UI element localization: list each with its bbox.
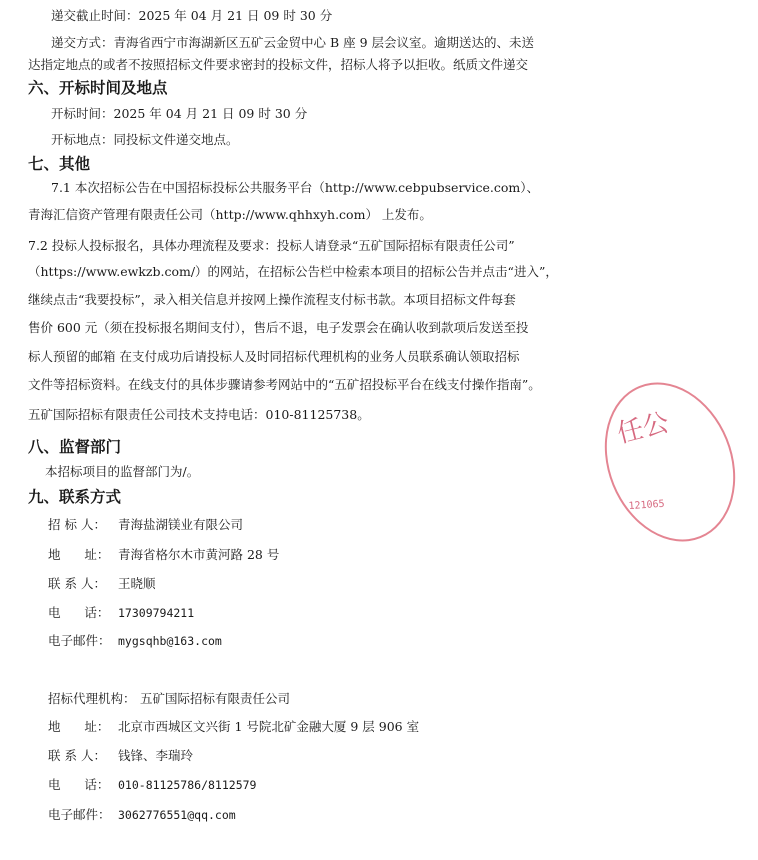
- clause-7-2-line-3: 继续点击“我要投标”，录入相关信息并按网上操作流程支付标书款。本项目招标文件每套: [28, 292, 516, 307]
- phone-label: 电 话：: [48, 605, 110, 620]
- address-value: 青海省格尔木市黄河路 28 号: [118, 547, 280, 562]
- section-7-heading: 七、其他: [28, 155, 91, 173]
- opening-time: 开标时间：2025 年 04 月 21 日 09 时 30 分: [51, 106, 308, 121]
- submission-method-line-1: 递交方式：青海省西宁市海湖新区五矿云金贸中心 B 座 9 层会议室。逾期送达的、未送: [51, 35, 535, 50]
- opening-place: 开标地点：同投标文件递交地点。: [51, 132, 239, 147]
- section-6-heading: 六、开标时间及地点: [28, 79, 168, 97]
- contact-label: 联 系 人：: [48, 576, 106, 591]
- agency-phone-label: 电 话：: [48, 777, 110, 792]
- tenderer-value: 青海盐湖镁业有限公司: [118, 517, 244, 532]
- agency-phone-value: 010-81125786/8112579: [118, 778, 257, 792]
- stamp-text: 任公: [614, 407, 673, 450]
- red-seal-stamp: [582, 363, 758, 562]
- submission-method-line-2: 达指定地点的或者不按照招标文件要求密封的投标文件，招标人将予以拒收。纸质文件递交: [28, 57, 529, 72]
- phone-value: 17309794211: [118, 606, 195, 620]
- clause-7-2-line-1: 7.2 投标人投标报名，具体办理流程及要求：投标人请登录“五矿国际招标有限责任公司”: [28, 238, 515, 253]
- supervision-text: 本招标项目的监督部门为/。: [45, 464, 200, 479]
- agency-label: 招标代理机构：: [48, 691, 136, 706]
- agency-contact-value: 钱锋、李瑞玲: [118, 748, 194, 763]
- email-value: mygsqhb@163.com: [118, 634, 222, 648]
- agency-email-value: 3062776551@qq.com: [118, 808, 236, 822]
- clause-7-2-line-6: 文件等招标资料。在线支付的具体步骤请参考网站中的“五矿招投标平台在线支付操作指南”。: [28, 377, 541, 392]
- tech-support-line: 五矿国际招标有限责任公司技术支持电话：010-81125738。: [28, 407, 370, 422]
- clause-7-1-line-2: 青海汇信资产管理有限责任公司（http://www.qhhxyh.com） 上发布。: [28, 207, 432, 222]
- email-label: 电子邮件：: [48, 633, 111, 648]
- tenderer-label: 招 标 人：: [48, 517, 106, 532]
- agency-value: 五矿国际招标有限责任公司: [140, 691, 291, 706]
- agency-address-value: 北京市西城区文兴街 1 号院北矿金融大厦 9 层 906 室: [118, 719, 420, 734]
- clause-7-2-line-5: 标人预留的邮箱 在支付成功后请投标人及时同招标代理机构的业务人员联系确认领取招标: [28, 349, 520, 364]
- address-label: 地 址：: [48, 547, 110, 562]
- clause-7-2-line-4: 售价 600 元（须在投标报名期间支付），售后不退，电子发票会在确认收到款项后发送至投: [28, 320, 529, 335]
- section-8-heading: 八、监督部门: [28, 438, 122, 456]
- contact-value: 王晓顺: [118, 576, 156, 591]
- stamp-code: 121065: [628, 498, 666, 513]
- clause-7-2-line-2: （https://www.ewkzb.com/）的网站，在招标公告栏中检索本项目的招标公告并点击“进入”，: [28, 264, 558, 279]
- agency-contact-label: 联 系 人：: [48, 748, 106, 763]
- deadline-line: 递交截止时间：2025 年 04 月 21 日 09 时 30 分: [51, 8, 333, 23]
- agency-email-label: 电子邮件：: [48, 807, 111, 822]
- section-9-heading: 九、联系方式: [28, 488, 122, 506]
- agency-address-label: 地 址：: [48, 719, 110, 734]
- clause-7-1-line-1: 7.1 本次招标公告在中国招标投标公共服务平台（http://www.cebpubservice.com）、: [51, 180, 539, 195]
